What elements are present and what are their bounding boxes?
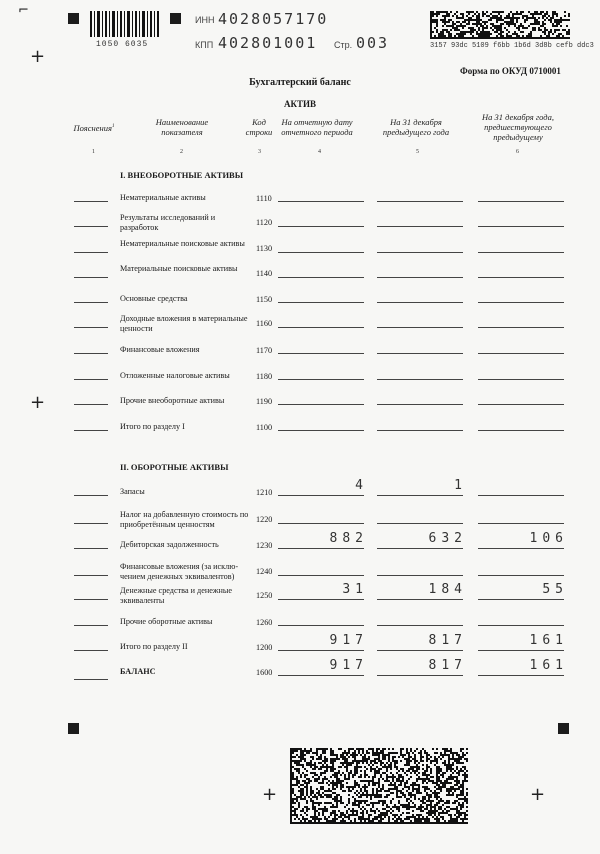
cell-line xyxy=(478,302,564,303)
table-row xyxy=(0,531,600,561)
cell-line xyxy=(478,430,564,431)
row-code: 1260 xyxy=(256,618,273,627)
notes-cell xyxy=(74,575,108,576)
cell-line xyxy=(278,277,364,278)
cell-line xyxy=(377,404,463,405)
col-notes-header: Пояснения$^1$ xyxy=(73,122,115,133)
cell-line xyxy=(278,575,364,576)
cell-line xyxy=(278,675,364,676)
left-barcode-number: 1050 6035 xyxy=(96,40,149,49)
table-row xyxy=(0,417,600,443)
col-number: 6 xyxy=(516,149,519,155)
cell-line xyxy=(478,353,564,354)
notes-cell xyxy=(74,226,108,227)
cell-line xyxy=(278,327,364,328)
row-name: Запасы xyxy=(120,487,145,496)
cell-line xyxy=(278,523,364,524)
inn-label: ИНН xyxy=(195,15,215,25)
cell-line xyxy=(377,599,463,600)
right-barcode-number: 3157 93dc 5109 f6bb 1b6d 3d8b cefb ddc3 xyxy=(430,42,594,50)
cell-line xyxy=(278,252,364,253)
cell-line xyxy=(278,599,364,600)
cell-line xyxy=(377,201,463,202)
cell-line xyxy=(478,548,564,549)
value-prev-prev-year: 106 xyxy=(529,531,568,546)
value-current: 917 xyxy=(329,658,368,673)
row-code: 1170 xyxy=(256,346,273,355)
cell-line xyxy=(278,226,364,227)
table-row xyxy=(0,213,600,239)
cell-line xyxy=(478,523,564,524)
value-prev-prev-year: 161 xyxy=(529,633,568,648)
row-code: 1250 xyxy=(256,591,273,600)
2d-barcode-icon xyxy=(290,748,468,824)
cell-line xyxy=(377,625,463,626)
notes-cell xyxy=(74,404,108,405)
value-prev-prev-year: 55 xyxy=(542,582,568,597)
table-row xyxy=(0,366,600,392)
value-prev-year: 817 xyxy=(428,658,467,673)
col-number: 5 xyxy=(416,149,419,155)
cell-line xyxy=(478,599,564,600)
col-number: 2 xyxy=(180,149,183,155)
registration-mark xyxy=(558,723,569,734)
row-name: Материальные поисковые активы xyxy=(120,264,238,273)
row-name: Дебиторская задолженность xyxy=(120,540,219,549)
cell-line xyxy=(278,353,364,354)
cell-line xyxy=(377,675,463,676)
col-number: 3 xyxy=(258,149,261,155)
row-code: 1100 xyxy=(256,423,273,432)
kpp-label: КПП xyxy=(195,40,214,50)
cell-line xyxy=(278,495,364,496)
row-code: 1180 xyxy=(256,372,273,381)
table-row xyxy=(0,264,600,290)
inn-value: 4028057170 xyxy=(218,10,329,28)
row-name: Прочие внеоборотные активы xyxy=(120,396,225,405)
notes-cell xyxy=(74,201,108,202)
cell-line xyxy=(377,226,463,227)
notes-cell xyxy=(74,679,108,680)
notes-cell xyxy=(74,302,108,303)
col-prev-prev-year-header: На 31 декабря года, предшествующего предыдущему xyxy=(482,112,554,142)
notes-cell xyxy=(74,252,108,253)
cell-line xyxy=(278,302,364,303)
cell-line xyxy=(377,353,463,354)
cell-line xyxy=(278,548,364,549)
col-code-header: Код строки xyxy=(245,117,273,137)
registration-mark xyxy=(170,13,181,24)
crosshair-icon: + xyxy=(30,46,46,67)
cell-line xyxy=(278,404,364,405)
linear-barcode-icon xyxy=(90,11,160,37)
crosshair-icon: + xyxy=(530,784,546,805)
row-code: 1600 xyxy=(256,668,273,677)
form-code: Форма по ОКУД 0710001 xyxy=(460,66,561,76)
page-value: 003 xyxy=(356,34,390,52)
notes-cell xyxy=(74,548,108,549)
notes-cell xyxy=(74,523,108,524)
cell-line xyxy=(478,650,564,651)
page-subtitle: АКТИВ xyxy=(283,99,317,109)
cell-line xyxy=(377,430,463,431)
value-current: 917 xyxy=(329,633,368,648)
cell-line xyxy=(278,379,364,380)
value-prev-year: 184 xyxy=(428,582,467,597)
2d-barcode-icon xyxy=(430,11,570,39)
row-name: Денежные средства и денежные эквиваленты xyxy=(120,586,233,605)
col-number: 4 xyxy=(318,149,321,155)
row-code: 1110 xyxy=(256,194,272,203)
row-code: 1160 xyxy=(256,319,273,328)
row-code: 1200 xyxy=(256,643,273,652)
cell-line xyxy=(478,327,564,328)
col-prev-year-header: На 31 декабря предыдущего года xyxy=(382,117,450,137)
table-row xyxy=(0,289,600,315)
cell-line xyxy=(478,404,564,405)
notes-cell xyxy=(74,277,108,278)
cell-line xyxy=(278,625,364,626)
row-code: 1230 xyxy=(256,541,273,550)
cell-line xyxy=(278,650,364,651)
row-name: Налог на добавленную стоимость по приобретённым ценностям xyxy=(120,510,249,529)
crosshair-icon: + xyxy=(30,392,46,413)
row-code: 1150 xyxy=(256,295,273,304)
value-prev-year: 632 xyxy=(428,531,467,546)
cell-line xyxy=(377,495,463,496)
cell-line xyxy=(478,675,564,676)
notes-cell xyxy=(74,327,108,328)
cell-line xyxy=(478,252,564,253)
row-name: Итого по разделу II xyxy=(120,642,188,651)
table-row xyxy=(0,478,600,508)
row-code: 1210 xyxy=(256,488,273,497)
notes-cell xyxy=(74,599,108,600)
row-name: Отложенные налоговые активы xyxy=(120,371,230,380)
table-row xyxy=(0,582,600,612)
row-name: БАЛАНС xyxy=(120,667,156,676)
table-row xyxy=(0,658,600,688)
row-code: 1190 xyxy=(256,397,273,406)
row-name: Результаты исследований и разработок xyxy=(120,213,216,232)
table-row xyxy=(0,340,600,366)
cell-line xyxy=(478,575,564,576)
cell-line xyxy=(377,302,463,303)
corner-tick-icon: ⌐ xyxy=(18,3,29,18)
page-title: Бухгалтерский баланс xyxy=(249,77,351,88)
cell-line xyxy=(377,379,463,380)
cell-line xyxy=(478,201,564,202)
cell-line xyxy=(377,523,463,524)
cell-line xyxy=(278,430,364,431)
cell-line xyxy=(377,548,463,549)
notes-cell xyxy=(74,430,108,431)
row-name: Итого по разделу I xyxy=(120,422,185,431)
registration-mark xyxy=(68,13,79,24)
row-code: 1240 xyxy=(256,567,273,576)
row-name: Доходные вложения в материальные ценности xyxy=(120,314,248,333)
section1-title: I. ВНЕОБОРОТНЫЕ АКТИВЫ xyxy=(120,170,244,180)
page-label: Стр. xyxy=(334,40,353,50)
cell-line xyxy=(278,201,364,202)
kpp-value: 402801001 xyxy=(218,34,318,52)
row-code: 1220 xyxy=(256,515,273,524)
cell-line xyxy=(377,252,463,253)
value-current: 31 xyxy=(342,582,368,597)
row-code: 1130 xyxy=(256,244,273,253)
cell-line xyxy=(377,575,463,576)
table-row xyxy=(0,188,600,214)
cell-line xyxy=(478,495,564,496)
notes-cell xyxy=(74,625,108,626)
registration-mark xyxy=(68,723,79,734)
row-name: Нематериальные активы xyxy=(120,193,206,202)
cell-line xyxy=(478,226,564,227)
notes-cell xyxy=(74,379,108,380)
row-code: 1120 xyxy=(256,218,273,227)
table-row xyxy=(0,314,600,340)
col-current-header: На отчетную дату отчетного периода xyxy=(281,117,353,137)
value-current: 882 xyxy=(329,531,368,546)
row-name: Финансовые вложения xyxy=(120,345,200,354)
value-prev-year: 817 xyxy=(428,633,467,648)
col-number: 1 xyxy=(92,149,95,155)
notes-cell xyxy=(74,353,108,354)
row-name: Основные средства xyxy=(120,294,188,303)
cell-line xyxy=(377,327,463,328)
table-row xyxy=(0,239,600,265)
cell-line xyxy=(478,379,564,380)
value-current: 4 xyxy=(355,478,368,493)
cell-line xyxy=(478,277,564,278)
value-prev-prev-year: 161 xyxy=(529,658,568,673)
cell-line xyxy=(377,277,463,278)
row-name: Прочие оборотные активы xyxy=(120,617,213,626)
row-name: Финансовые вложения (за исклю-чением денежных эквивалентов) xyxy=(120,562,239,581)
value-prev-year: 1 xyxy=(454,478,467,493)
notes-cell xyxy=(74,495,108,496)
row-name: Нематериальные поисковые активы xyxy=(120,239,245,248)
col-name-header: Наименование показателя xyxy=(155,117,209,137)
table-row xyxy=(0,391,600,417)
row-code: 1140 xyxy=(256,269,273,278)
cell-line xyxy=(478,625,564,626)
crosshair-icon: + xyxy=(262,784,278,805)
section2-title: II. ОБОРОТНЫЕ АКТИВЫ xyxy=(120,462,229,472)
cell-line xyxy=(377,650,463,651)
notes-cell xyxy=(74,650,108,651)
